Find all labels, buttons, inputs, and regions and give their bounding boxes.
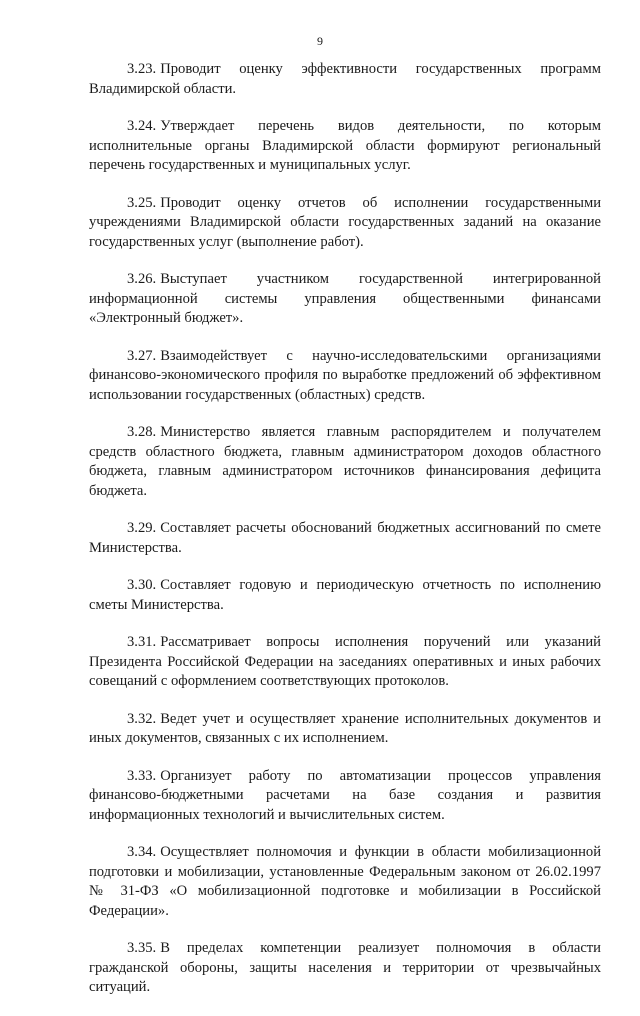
paragraph-text: Выступает участником государственной интегрированной информационной системы управления общественными финансами «Электронный бюджет». [89, 271, 601, 326]
paragraph-number: 3.30. [127, 577, 157, 593]
paragraph-3-28 [89, 423, 601, 501]
paragraph-3-25 [89, 194, 601, 253]
paragraph-number: 3.32. [127, 710, 157, 727]
paragraph-number: 3.29. [127, 520, 157, 536]
paragraph-3-35 [89, 939, 601, 998]
paragraph-text: В пределах компетенции реализует полномочия в области гражданской обороны, защиты населения и территории от чрезвычайных ситуаций. [89, 940, 601, 995]
paragraph-number: 3.23. [127, 61, 157, 77]
paragraph-number: 3.35. [127, 940, 157, 956]
paragraph-text: Рассматривает вопросы исполнения поручений или указаний Президента Российской Федерации на заседаниях оперативных и иных рабочих совещаний с оформлением соответствующих протоколов. [89, 634, 601, 689]
page-number: 9 [317, 34, 323, 48]
paragraph-text: Организует работу по автоматизации процессов управления финансово-бюджетными расчетами на базе создания и развития информационных технологий и вычислительных систем. [89, 767, 601, 823]
paragraph-number: 3.24. [127, 118, 157, 134]
paragraph-number: 3.31. [127, 634, 157, 650]
paragraph-number: 3.27. [127, 347, 157, 364]
paragraph-text: Составляет годовую и периодическую отчетность по исполнению сметы Министерства. [89, 577, 601, 613]
paragraph-3-33 [89, 767, 601, 826]
paragraph-3-26 [89, 270, 601, 329]
paragraph-3-32 [89, 710, 601, 749]
paragraph-text: Составляет расчеты обоснований бюджетных ассигнований по смете Министерства. [89, 520, 601, 556]
paragraph-text: Осуществляет полномочия и функции в области мобилизационной подготовки и мобилизации, установленные Федеральным законом от 26.02.1997 № 31-ФЗ «О мобилизационной подготовке и мобилизации в Российской Федерации». [89, 844, 601, 919]
paragraph-text: Утверждает перечень видов деятельности, по которым исполнительные органы Владимирской области формируют региональный перечень государственных и муниципальных услуг. [89, 118, 601, 173]
paragraph-3-34 [89, 843, 601, 921]
paragraph-text: Министерство является главным распорядителем и получателем средств областного бюджета, главным администратором доходов областного бюджета, главным администратором источников финансирования дефицита бюджета. [89, 424, 601, 499]
paragraph-text: Проводит оценку отчетов об исполнении государственными учреждениями Владимирской области государственных заданий на оказание государственных услуг (выполнение работ). [89, 194, 601, 250]
paragraph-text: Взаимодействует с научно-исследовательскими организациями финансово-экономического профиля по выработке предложений об эффективном использовании государственных (областных) средств. [89, 347, 601, 403]
paragraph-3-23 [89, 60, 601, 99]
paragraph-3-27 [89, 347, 601, 406]
document-body [89, 60, 601, 1016]
paragraph-number: 3.34. [127, 844, 157, 860]
paragraph-3-29 [89, 519, 601, 558]
paragraph-number: 3.33. [127, 767, 157, 784]
paragraph-text: Ведет учет и осуществляет хранение исполнительных документов и иных документов, связанных с их исполнением. [89, 710, 601, 746]
paragraph-number: 3.26. [127, 271, 157, 287]
paragraph-text: Проводит оценку эффективности государственных программ Владимирской области. [89, 61, 601, 97]
paragraph-number: 3.25. [127, 194, 157, 211]
paragraph-3-24 [89, 117, 601, 176]
paragraph-3-31 [89, 633, 601, 692]
paragraph-3-30 [89, 576, 601, 615]
paragraph-number: 3.28. [127, 424, 157, 440]
